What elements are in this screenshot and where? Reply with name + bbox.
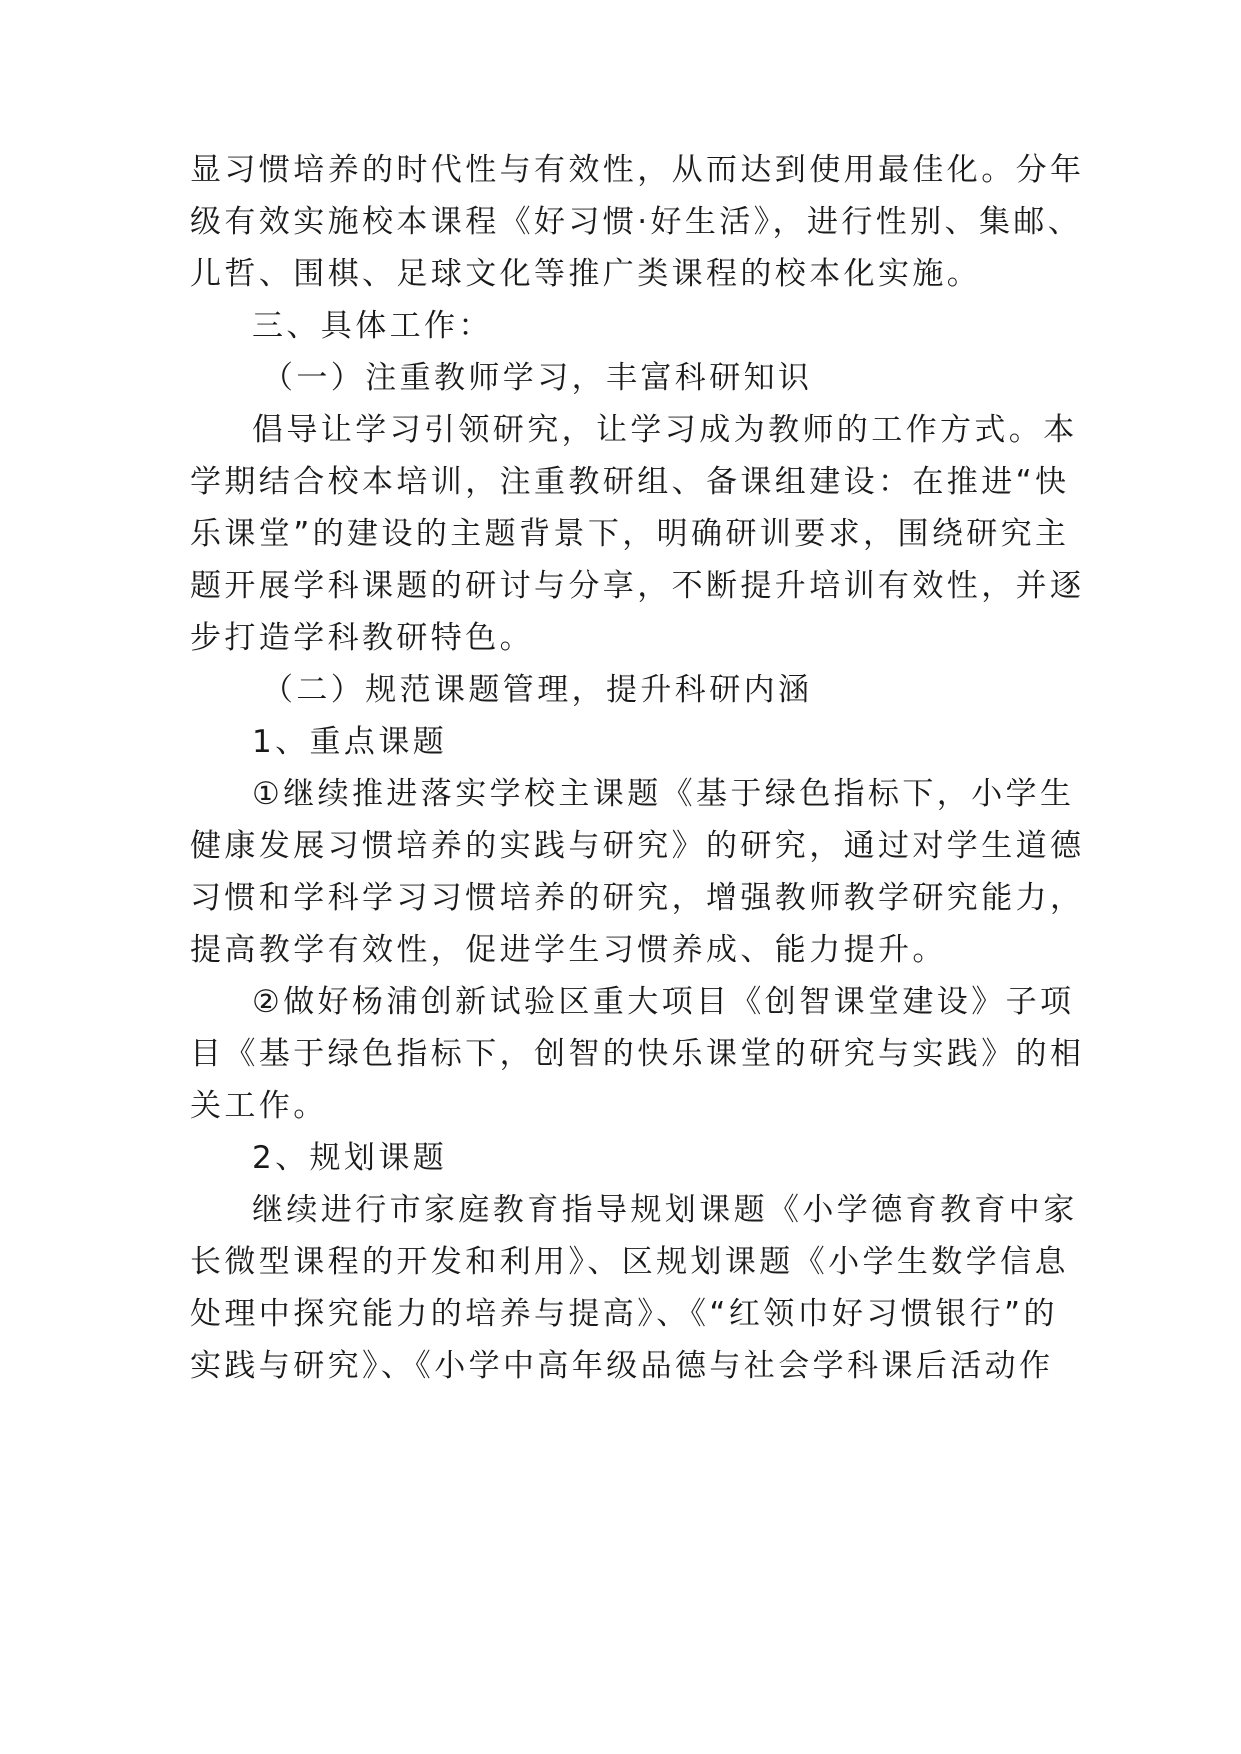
paragraph-line-15: 关工作。 bbox=[190, 1088, 328, 1124]
item-heading-2: 2、规划课题 bbox=[252, 1140, 448, 1176]
paragraph-line-3: 儿哲、围棋、足球文化等推广类课程的校本化实施。 bbox=[190, 256, 982, 292]
paragraph-line-14: 目《基于绿色指标下，创智的快乐课堂的研究与实践》的相 bbox=[190, 1036, 1085, 1072]
paragraph-line-19: 实践与研究》、《小学中高年级品德与社会学科课后活动作 bbox=[190, 1348, 1054, 1384]
paragraph-line-1: 显习惯培养的时代性与有效性，从而达到使用最佳化。分年 bbox=[190, 152, 1085, 188]
subsection-heading-2: （二）规范课题管理，提升科研内涵 bbox=[262, 672, 813, 708]
paragraph-line-5: 学期结合校本培训，注重教研组、备课组建设：在推进“快 bbox=[190, 464, 1070, 500]
subsection-heading-1: （一）注重教师学习，丰富科研知识 bbox=[262, 360, 813, 396]
paragraph-line-2: 级有效实施校本课程《好习惯·好生活》，进行性别、集邮、 bbox=[190, 204, 1083, 240]
section-heading: 三、具体工作： bbox=[252, 308, 493, 344]
paragraph-line-8: 步打造学科教研特色。 bbox=[190, 620, 534, 656]
paragraph-line-6: 乐课堂”的建设的主题背景下，明确研训要求，围绕研究主 bbox=[190, 516, 1070, 552]
paragraph-line-12: 提高教学有效性，促进学生习惯养成、能力提升。 bbox=[190, 932, 947, 968]
item-heading-1: 1、重点课题 bbox=[252, 724, 448, 760]
paragraph-line-9: ①继续推进落实学校主课题《基于绿色指标下，小学生 bbox=[252, 776, 1075, 812]
paragraph-line-11: 习惯和学科学习习惯培养的研究，增强教师教学研究能力， bbox=[190, 880, 1085, 916]
paragraph-line-16: 继续进行市家庭教育指导规划课题《小学德育教育中家 bbox=[252, 1192, 1078, 1228]
paragraph-line-10: 健康发展习惯培养的实践与研究》的研究，通过对学生道德 bbox=[190, 828, 1085, 864]
paragraph-line-4: 倡导让学习引领研究，让学习成为教师的工作方式。本 bbox=[252, 412, 1078, 448]
paragraph-line-18: 处理中探究能力的培养与提高》、《“红领巾好习惯银行”的 bbox=[190, 1296, 1058, 1332]
paragraph-line-7: 题开展学科课题的研讨与分享，不断提升培训有效性，并逐 bbox=[190, 568, 1085, 604]
paragraph-line-13: ②做好杨浦创新试验区重大项目《创智课堂建设》子项 bbox=[252, 984, 1075, 1020]
paragraph-line-17: 长微型课程的开发和利用》、区规划课题《小学生数学信息 bbox=[190, 1244, 1069, 1280]
